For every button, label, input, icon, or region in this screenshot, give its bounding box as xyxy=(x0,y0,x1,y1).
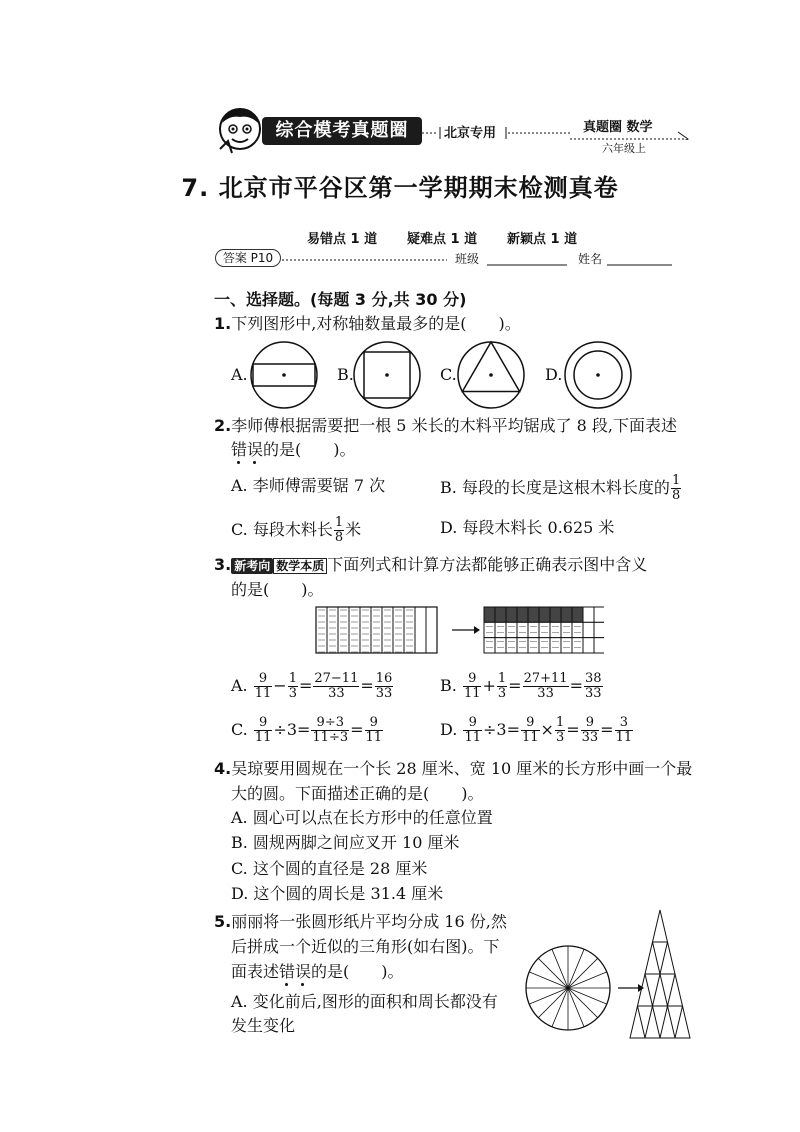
mascot-icon xyxy=(214,105,266,157)
q5-option-a-line2: 发生变化 xyxy=(231,1016,296,1035)
triangle-piece xyxy=(668,974,683,1006)
header-banner: 综合模考真题圈 xyxy=(262,117,422,145)
q2-option-b xyxy=(440,474,682,503)
triangle-piece xyxy=(653,974,668,1006)
stat-error-prone: 易错点 1 道 xyxy=(307,232,378,247)
grid-cell xyxy=(506,607,517,622)
q1-option-c: C. xyxy=(440,365,457,384)
triangle-piece xyxy=(660,942,675,974)
operator: − xyxy=(273,676,287,695)
grid-cell xyxy=(572,638,583,653)
grid-cell xyxy=(484,638,495,653)
q1 xyxy=(214,312,521,336)
q3-option-a xyxy=(231,672,394,701)
page-title: 7. 北京市平谷区第一学期期末检测真卷 xyxy=(181,174,619,202)
numerator: 9 xyxy=(254,672,273,687)
section-heading: 一、选择题。(每题 3 分,共 30 分) xyxy=(214,290,467,309)
grid-cell xyxy=(506,622,517,637)
grid-cell xyxy=(572,607,583,622)
grid-cell xyxy=(561,622,572,637)
operator: × xyxy=(540,720,554,739)
header-grade: 六年级上 xyxy=(602,142,646,155)
denominator: 11÷3 xyxy=(312,730,349,745)
grid-cell xyxy=(539,607,550,622)
equals: = xyxy=(360,676,374,695)
denominator: 8 xyxy=(334,530,344,545)
denominator: 33 xyxy=(375,686,393,701)
grid-cell xyxy=(583,638,594,653)
q2-option-b-text: B. 每段的长度是这根木料长度的 xyxy=(440,478,670,497)
operator: ÷3= xyxy=(482,720,520,739)
denominator: 11 xyxy=(521,730,539,745)
denominator: 3 xyxy=(497,686,507,701)
grid-cell xyxy=(495,622,506,637)
option-label: A. xyxy=(231,676,248,695)
q2-text: 李师傅根据需要把一根 5 米长的木料平均锯成了 8 段,下面表述 xyxy=(231,416,678,435)
grid-cell xyxy=(539,638,550,653)
equals: = xyxy=(566,720,580,739)
grid-cell xyxy=(484,622,495,637)
numerator: 16 xyxy=(375,671,393,686)
grid-cell xyxy=(506,638,517,653)
equals: = xyxy=(600,720,614,739)
grid-cell xyxy=(528,638,539,653)
tag-math-essence: 数学本质 xyxy=(273,558,327,574)
figure-circle-triangle xyxy=(456,340,526,410)
emphasis-dot xyxy=(301,983,304,986)
numerator: 27+11 xyxy=(523,671,568,686)
numerator: 1 xyxy=(497,671,507,686)
q3-option-b xyxy=(440,672,604,701)
q5-line1 xyxy=(214,910,507,934)
stat-difficult: 疑难点 1 道 xyxy=(407,232,478,247)
figure-concentric-circles xyxy=(563,340,633,410)
q4-option-d: D. 这个圆的周长是 31.4 厘米 xyxy=(231,884,444,903)
denominator: 3 xyxy=(555,730,565,745)
denominator: 33 xyxy=(581,730,599,745)
q2-option-d: D. 每段木料长 0.625 米 xyxy=(440,518,615,537)
header-series: 真题圈 数学 xyxy=(583,120,653,135)
q1-option-b: B. xyxy=(337,365,354,384)
header-region: 北京专用 xyxy=(444,126,497,141)
grid-cell xyxy=(572,622,583,637)
option-label: C. xyxy=(231,720,248,739)
numerator: 9 xyxy=(521,716,540,731)
q4-number: 4. xyxy=(214,759,232,778)
class-label: 班级 xyxy=(455,252,480,266)
denominator: 11 xyxy=(463,686,481,701)
equals: = xyxy=(508,676,522,695)
grid-cell xyxy=(583,622,594,637)
denominator: 33 xyxy=(584,686,602,701)
grid-cell xyxy=(517,638,528,653)
grid-cell xyxy=(561,638,572,653)
q3-number: 3. xyxy=(214,555,232,574)
q2-option-a: A. 李师傅需要锯 7 次 xyxy=(231,476,386,495)
triangle-piece xyxy=(660,1006,675,1038)
emphasis-dot xyxy=(237,461,240,464)
denominator: 11 xyxy=(254,730,272,745)
grid-cell xyxy=(528,622,539,637)
numerator: 1 xyxy=(555,715,565,730)
grid-cell xyxy=(550,622,561,637)
triangle-piece xyxy=(675,1006,690,1038)
numerator: 1 xyxy=(288,671,297,686)
denominator: 11 xyxy=(464,730,481,745)
triangle-piece xyxy=(645,1006,660,1038)
equals: = xyxy=(569,676,583,695)
grid-cell xyxy=(495,638,506,653)
denominator: 11 xyxy=(365,730,383,745)
q3-text: 下面列式和计算方法都能够正确表示图中含义 xyxy=(327,555,648,574)
grid-cell xyxy=(495,607,506,622)
grid-cell xyxy=(550,607,561,622)
q2-number: 2. xyxy=(214,416,232,435)
triangle-piece xyxy=(653,910,668,942)
numerator: 1 xyxy=(334,515,344,530)
denominator: 33 xyxy=(537,686,554,701)
option-label: B. xyxy=(440,676,457,695)
grid-cell xyxy=(594,638,604,653)
denominator: 11 xyxy=(254,686,272,701)
grid-cell xyxy=(561,607,572,622)
equals: = xyxy=(298,676,313,695)
operator: ÷3= xyxy=(273,720,311,739)
q5-text: 丽丽将一张圆形纸片平均分成 16 份,然 xyxy=(231,912,507,931)
q2-option-c xyxy=(231,516,361,545)
denominator: 3 xyxy=(288,686,297,701)
q1-option-d: D. xyxy=(545,365,563,384)
q2-line1 xyxy=(214,414,677,438)
q1-text: 下列图形中,对称轴数量最多的是( )。 xyxy=(231,314,521,333)
grid-cell xyxy=(528,607,539,622)
numerator: 9 xyxy=(581,716,600,731)
grid-cell xyxy=(594,622,604,637)
arrow-head xyxy=(474,626,480,634)
numerator: 9÷3 xyxy=(311,716,349,731)
operator: + xyxy=(482,676,496,695)
q4-option-c: C. 这个圆的直径是 28 厘米 xyxy=(231,859,428,878)
numerator: 3 xyxy=(615,716,634,731)
q5-option-a-line1: A. 变化前后,图形的面积和周长都没有 xyxy=(231,992,498,1011)
numerator: 9 xyxy=(254,716,273,731)
grid-cell xyxy=(594,607,604,622)
numerator: 9 xyxy=(365,716,384,731)
denominator: 8 xyxy=(671,488,681,503)
q4-line1 xyxy=(214,757,692,781)
q5-circle-to-triangle-figure xyxy=(522,908,692,1042)
figure-circle-rectangle xyxy=(249,340,319,410)
q3-line2: 的是( )。 xyxy=(231,580,324,599)
grid-cell xyxy=(517,622,528,637)
equals: = xyxy=(350,720,364,739)
unit: 米 xyxy=(345,520,362,539)
grid-cell xyxy=(583,607,594,622)
q4-option-a: A. 圆心可以点在长方形中的任意位置 xyxy=(231,808,493,827)
grid-cell xyxy=(484,607,495,622)
emphasis-dot xyxy=(285,983,288,986)
triangle-piece xyxy=(630,1006,645,1038)
grid-cell xyxy=(517,607,528,622)
q2-option-c-text: C. 每段木料长 xyxy=(231,520,333,539)
q3-option-c xyxy=(231,716,384,745)
denominator: 11 xyxy=(615,730,633,745)
stat-novel: 新颖点 1 道 xyxy=(507,232,578,247)
q5-line2: 后拼成一个近似的三角形(如右图)。下 xyxy=(231,937,500,956)
q4-line2: 大的圆。下面描述正确的是( )。 xyxy=(231,784,484,803)
name-label: 姓名 xyxy=(578,252,603,266)
denominator: 33 xyxy=(328,686,345,701)
q2-line2: 错误的是( )。 xyxy=(231,440,356,459)
triangle-piece xyxy=(645,942,660,974)
tag-new-direction: 新考向 xyxy=(231,558,273,574)
fraction xyxy=(671,474,681,503)
option-label: D. xyxy=(440,720,458,739)
numerator: 27−11 xyxy=(314,671,359,686)
numerator: 9 xyxy=(463,672,482,687)
q3-grid-figure xyxy=(314,605,604,655)
q3-line1 xyxy=(214,553,647,577)
grid-cell xyxy=(550,638,561,653)
q5-line3: 面表述错误的是( )。 xyxy=(231,962,404,981)
fraction xyxy=(334,516,344,545)
emphasis-dot xyxy=(253,461,256,464)
q1-number: 1. xyxy=(214,314,232,333)
numerator: 9 xyxy=(463,716,482,731)
q1-option-a: A. xyxy=(231,365,248,384)
q4-option-b: B. 圆规两脚之间应叉开 10 厘米 xyxy=(231,833,460,852)
q4-text: 吴琼要用圆规在一个长 28 厘米、宽 10 厘米的长方形中画一个最 xyxy=(231,759,693,778)
q5-number: 5. xyxy=(214,912,232,931)
numerator: 38 xyxy=(584,671,602,686)
q3-option-d xyxy=(440,716,634,745)
figure-circle-square xyxy=(352,340,422,410)
grid-cell xyxy=(539,622,550,637)
answer-ref: 答案 P10 xyxy=(215,249,281,267)
numerator: 1 xyxy=(671,473,681,488)
